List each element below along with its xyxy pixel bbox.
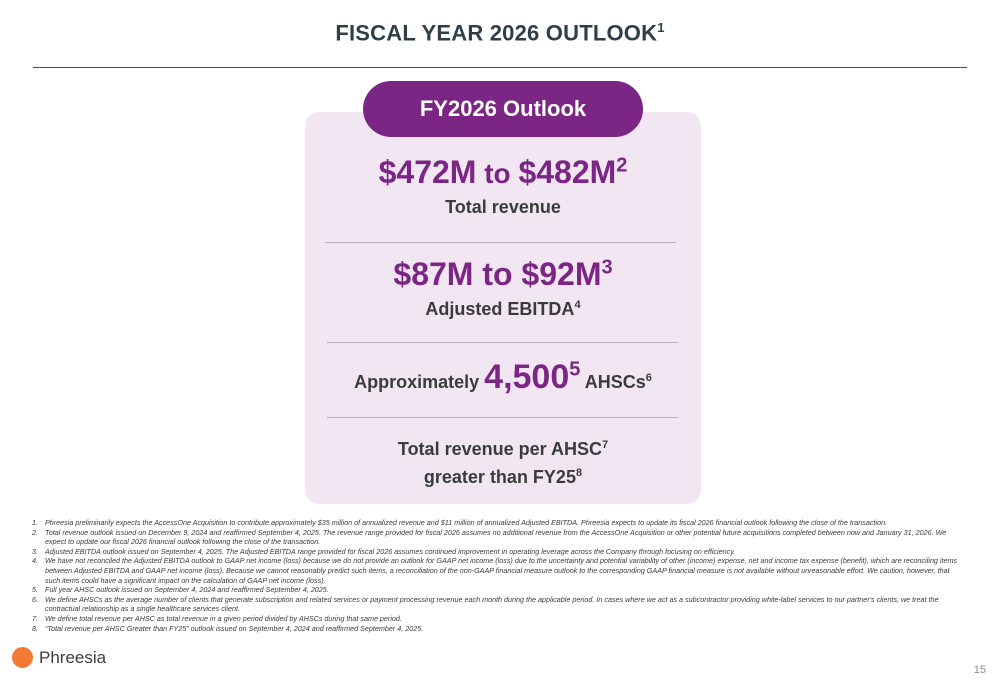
ahsc-value-wrap: [484, 358, 580, 396]
footnote: [32, 614, 962, 624]
per-ahsc-line2: [305, 461, 701, 489]
title-footnote-ref: 1: [657, 20, 665, 35]
separator: [327, 342, 678, 343]
outlook-pill: FY2026 Outlook: [363, 81, 643, 137]
footnote: [32, 547, 962, 557]
footnote-number: 4.: [32, 556, 38, 566]
footnote-number: 8.: [32, 623, 38, 633]
ahsc-suffix: AHSCs: [580, 372, 646, 392]
ebitda-label: [305, 299, 701, 320]
ahsc-value-footnote-ref: 5: [569, 358, 581, 381]
separator: [325, 242, 676, 243]
footnote-number: 2.: [32, 527, 38, 537]
ebitda-label-footnote-ref: 4: [574, 299, 581, 311]
footnote: [32, 528, 962, 547]
footnote-number: 3.: [32, 546, 38, 556]
revenue-footnote-ref: 2: [616, 154, 628, 177]
revenue-range: [305, 154, 701, 191]
footnote: [32, 556, 962, 585]
footnote: [32, 624, 962, 634]
footnote: [32, 595, 962, 614]
revenue-label: Total revenue: [445, 197, 561, 217]
ebitda-value: $87M to $92M: [393, 256, 602, 292]
footnote-number: 7.: [32, 613, 38, 623]
footnote-number: 6.: [32, 594, 38, 604]
ahsc-suffix-footnote-ref: 6: [645, 372, 652, 384]
per-ahsc-line2-footnote-ref: 8: [575, 467, 583, 479]
per-ahsc-line1-footnote-ref: 7: [601, 439, 609, 451]
footnote-text: Full year AHSC outlook issued on September 4, 2024 and reaffirmed September 4, 2025.: [45, 585, 329, 595]
page-number: 15: [973, 664, 986, 676]
revenue-to: to: [476, 158, 519, 189]
footnote-text: Adjusted EBITDA outlook issued on September 4, 2025. The Adjusted EBITDA range provided for fiscal 2026 assumes continued improvement in operating leverage across the Company through focusing on efficiency.: [45, 546, 736, 556]
footnote-number: 5.: [32, 585, 38, 595]
footnote-text: “Total revenue per AHSC Greater than FY25” outlook issued on September 4, 2024 and reaffirmed September 4, 2025.: [45, 623, 424, 633]
ahsc-prefix: Approximately: [354, 372, 485, 392]
footnote-text: We define total revenue per AHSC as total revenue in a given period divided by AHSCs during that same period.: [45, 613, 402, 623]
footnote-number: 1.: [32, 518, 38, 527]
per-ahsc-line1: [305, 433, 701, 461]
separator: [327, 417, 678, 418]
company-logo: [12, 647, 106, 668]
footnote-text: Total revenue outlook issued on December 9, 2024 and reaffirmed September 4, 2025. The revenue range provided for fiscal 2026 assumes no additional revenue from the AccessOne Acquisition or other potential future acquisitions completed between now and January 31, 2026. We expect to update our fiscal 2026 financial outlook following the close of the transaction.: [45, 527, 947, 547]
per-ahsc-block: [305, 433, 701, 489]
per-ahsc-line1-text: Total revenue per AHSC: [397, 439, 602, 459]
per-ahsc-line2-text: greater than FY25: [423, 467, 576, 487]
ahsc-block: [305, 358, 701, 397]
logo-wordmark: Phreesia: [39, 647, 107, 667]
ebitda-label-text: Adjusted EBITDA: [425, 299, 575, 319]
footnote: [32, 585, 962, 595]
ahsc-value: 4,500: [484, 358, 570, 396]
title-text: FISCAL YEAR 2026 OUTLOOK: [335, 20, 658, 46]
revenue-block: [305, 154, 701, 218]
title-divider: [33, 67, 967, 68]
footnote-text: We have not reconciled the Adjusted EBITDA outlook to GAAP net income (loss) because we do not provide an outlook for GAAP net income (loss) due to the uncertainty and potential variability of other (income) expense, net and income tax expense (benefit), which are reconciling items between Adjusted EBITDA and GAAP net income (loss). Because we cannot reasonably predict such items, a reconciliation of the non-GAAP financial measure outlook to the corresponding GAAP financial measure is not available without unreasonable effort. We caution, however, that such items could have a significant impact on the calculation of GAAP net income (loss).: [45, 556, 958, 585]
page-title: [0, 20, 1000, 46]
revenue-high: $482M: [518, 154, 617, 190]
footnotes-list: [32, 518, 962, 633]
ebitda-range: [305, 256, 701, 293]
ebitda-footnote-ref: 3: [601, 256, 613, 279]
ebitda-block: [305, 256, 701, 320]
logo-dot-icon: [12, 647, 33, 668]
footnote-text: Phreesia preliminarily expects the AccessOne Acquisition to contribute approximately $35 million of annualized revenue and $11 million of annualized Adjusted EBITDA. Phreesia expects to update its fiscal 2026 financial outlook following the close of the transaction.: [45, 518, 888, 527]
revenue-low: $472M: [378, 154, 477, 190]
footnote: [32, 518, 962, 528]
footnote-text: We define AHSCs as the average number of clients that generate subscription and related services or payment processing revenue each month during the applicable period. In cases where we act as a subcontractor providing white-label services to our partner's clients, we treat the contractual relationship as a single healthcare services client.: [45, 594, 939, 614]
